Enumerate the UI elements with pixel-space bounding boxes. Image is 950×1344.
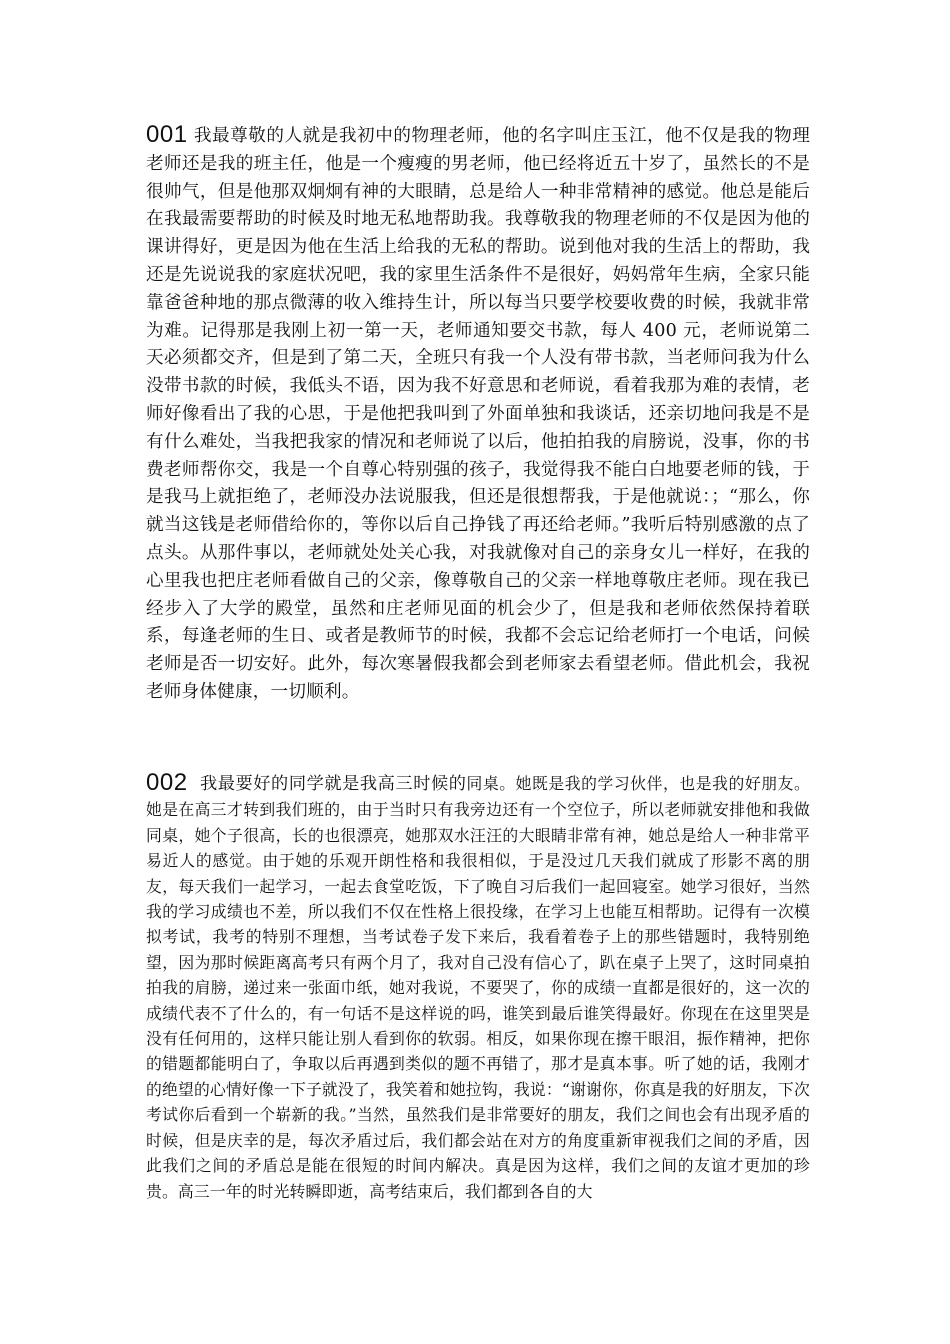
essay-number: 001 [146,121,188,148]
essay-body: 我最尊敬的人就是我初中的物理老师，他的名字叫庄玉江，他不仅是我的物理老师还是我的班主任，他是一个瘦瘦的男老师，他已经将近五十岁了，虽然长的不是很帅气，但是他那双炯炯有神的大眼睛，总是给人一种非常精神的感觉。他总是能后在我最需要帮助的时候及时地无私地帮助我。我尊敬我的物理老师的不仅是因为他的课讲得好，更是因为他在生活上给我的无私的帮助。说到他对我的生活上的帮助，我还是先说说我的家庭状况吧，我的家里生活条件不是很好，妈妈常年生病，全家只能靠爸爸种地的那点微薄的收入维持生计，所以每当只要学校要收费的时候，我就非常为难。记得那是我刚上初一第一天，老师通知要交书款，每人 400 元，老师说第二天必须都交齐，但是到了第二天，全班只有我一个人没有带书款，当老师问我为什么没带书款的时候，我低头不语，因为我不好意思和老师说，看着我那为难的表情，老师好像看出了我的心思，于是他把我叫到了外面单独和我谈话，还亲切地问我是不是有什么难处，当我把我家的情况和老师说了以后，他拍拍我的肩膀说，没事，你的书费老师帮你交，我是一个自尊心特别强的孩子，我觉得我不能白白地要老师的钱，于是我马上就拒绝了，老师没办法说服我，但还是很想帮我，于是他就说：；“那么，你就当这钱是老师借给你的，等你以后自己挣钱了再还给老师。”我听后特别感激的点了点头。从那件事以，老师就处处关心我，对我就像对自己的亲身女儿一样好，在我的心里我也把庄老师看做自己的父亲，像尊敬自己的父亲一样地尊敬庄老师。现在我已经步入了大学的殿堂，虽然和庄老师见面的机会少了，但是我和老师依然保持着联系，每逢老师的生日、或者是教师节的时候，我都不会忘记给老师打一个电话，问候老师是否一切安好。此外，每次寒暑假我都会到老师家去看望老师。借此机会，我祝老师身体健康，一切顺利。 [146,126,810,702]
essay-001 [146,121,810,707]
essay-body: 同桌。她既是我的学习伙伴，也是我的好朋友。她是在高三才转到我们班的，由于当时只有我旁边还有一个空位子，所以老师就安排他和我做同桌，她个子很高，长的也很漂亮，她那双水汪汪的大眼睛非常有神，她总是给人一种非常平易近人的感觉。由于她的乐观开朗性格和我很相似，于是没过几天我们就成了形影不离的朋友，每天我们一起学习，一起去食堂吃饭，下了晚自习后我们一起回寝室。她学习很好，当然我的学习成绩也不差，所以我们不仅在性格上很投缘，在学习上也能互相帮助。记得有一次模拟考试，我考的特别不理想，当考试卷子发下来后，我看着卷子上的那些错题时，我特别绝望，因为那时候距离高考只有两个月了，我对自己没有信心了，趴在桌子上哭了，这时同桌拍拍我的肩膀，递过来一张面巾纸，她对我说，不要哭了，你的成绩一直都是很好的，这一次的成绩代表不了什么的，有一句话不是这样说的吗，谁笑到最后谁笑得最好。你现在在这里哭是没有任何用的，这样只能让别人看到你的软弱。相反，如果你现在擦干眼泪，振作精神，把你的错题都能明白了，争取以后再遇到类似的题不再错了，那才是真本事。听了她的话，我刚才的绝望的心情好像一下子就没了，我笑着和她拉钩，我说：“谢谢你，你真是我的好朋友，下次考试你后看到一个崭新的我。”当然，虽然我们是非常要好的朋友，我们之间也会有出现矛盾的时候，但是庆幸的是，每次矛盾过后，我们都会站在对方的角度重新审视我们之间的矛盾，因此我们之间的矛盾总是能在很短的时间内解决。真是因为这样，我们之间的友谊才更加的珍贵。高三一年的时光转瞬即逝，高考结束后，我们都到各自的大 [146,774,810,1201]
essay-lead: 我最要好的同学就是我高三时候的 [199,774,467,794]
essay-number: 002 [146,769,188,796]
essay-002 [146,770,810,1204]
